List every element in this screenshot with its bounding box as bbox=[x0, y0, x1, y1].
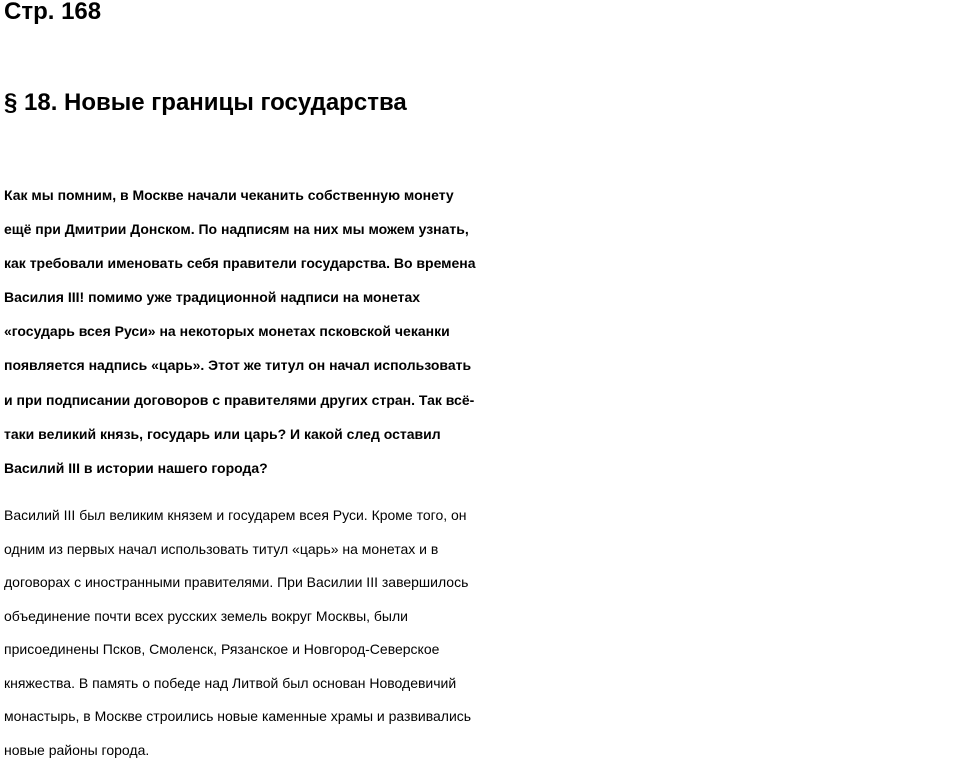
answer-line: договорах с иностранными правителями. При Василии III завершилось bbox=[4, 574, 469, 590]
answer-line: княжества. В память о победе над Литвой был основан Новодевичий bbox=[4, 674, 457, 691]
intro-line: Василия III! помимо уже традиционной надписи на монетах bbox=[4, 289, 421, 306]
answer-line: новые районы города. bbox=[4, 741, 150, 758]
answer-line: Василий III был великим князем и государем всея Руси. Кроме того, он bbox=[4, 507, 467, 523]
intro-paragraph bbox=[4, 178, 956, 485]
answer-line: присоединены Псков, Смоленск, Рязанское и Новгород-Северское bbox=[4, 641, 440, 657]
answer-paragraph bbox=[4, 499, 956, 767]
page-number: Стр. 168 bbox=[4, 0, 102, 25]
intro-line: ещё при Дмитрии Донском. По надписям на них мы можем узнать, bbox=[4, 221, 469, 238]
intro-line: Василий III в истории нашего города? bbox=[4, 459, 268, 476]
intro-line: Как мы помним, в Москве начали чеканить собственную монету bbox=[4, 187, 454, 203]
intro-line: и при подписании договоров с правителями других стран. Так всё- bbox=[4, 391, 475, 408]
answer-line: монастырь, в Москве строились новые каменные храмы и развивались bbox=[4, 708, 472, 724]
intro-line: как требовали именовать себя правители государства. Во времена bbox=[4, 255, 476, 272]
section-title: § 18. Новые границы государства bbox=[4, 89, 407, 116]
answer-line: одним из первых начал использовать титул «царь» на монетах и в bbox=[4, 540, 439, 557]
intro-line: появляется надпись «царь». Этот же титул он начал использовать bbox=[4, 357, 472, 374]
answer-line: объединение почти всех русских земель вокруг Москвы, были bbox=[4, 607, 408, 624]
intro-line: таки великий князь, государь или царь? И какой след оставил bbox=[4, 425, 441, 442]
intro-line: «государь всея Руси» на некоторых монетах псковской чеканки bbox=[4, 323, 450, 340]
